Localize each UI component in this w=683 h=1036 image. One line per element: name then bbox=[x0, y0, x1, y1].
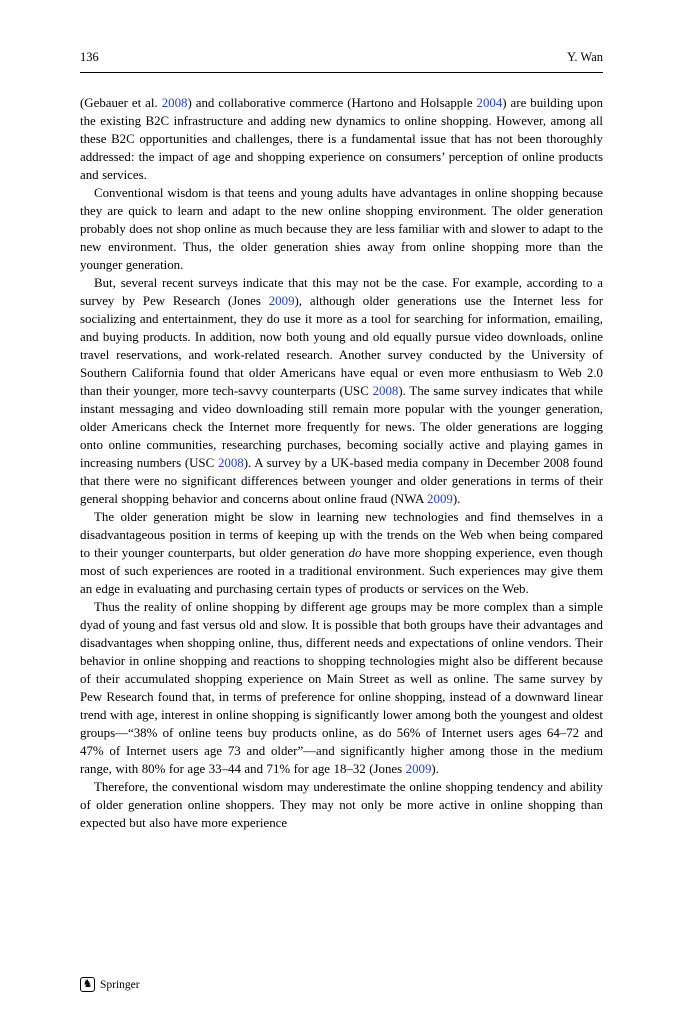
text-run: ). bbox=[452, 492, 461, 506]
citation-link[interactable]: 2009 bbox=[427, 492, 453, 506]
emphasis-text: do bbox=[348, 546, 362, 560]
paragraph bbox=[80, 508, 603, 598]
citation-link[interactable]: 2009 bbox=[405, 762, 432, 776]
text-run: ), although older generations use the Internet less for socializing and entertainment, they do use it more as a tool for searching for information, emailing, and buying products. In addition, now both young and old equally pursue video downloads, online travel reservations, and work-related research. Another survey conducted by the University of Southern California found that older Americans have equal or even more enthusiasm to Web 2.0 than their younger, more tech-savvy counterparts (USC bbox=[80, 294, 603, 398]
text-run: ). bbox=[431, 762, 439, 776]
paragraph bbox=[80, 274, 603, 508]
text-run: ). A survey by a UK-based media company in December 2008 found that there were no significant differences between younger and older generations in terms of their general shopping behavior and concerns about online fraud (NWA bbox=[80, 456, 603, 506]
page-body bbox=[80, 94, 603, 832]
text-run: ). The same survey indicates that while instant messaging and video downloading still remain more popular with the younger generation, older Americans check the Internet more frequently for news. The older generations are logging onto online communities, researching purchases, becoming socially active and playing games in increasing numbers (USC bbox=[80, 384, 603, 470]
text-run: (Gebauer et al. bbox=[80, 96, 162, 110]
citation-link[interactable]: 2009 bbox=[268, 294, 295, 308]
text-run: The older generation might be slow in learning new technologies and find themselves in a disadvantageous position in terms of keeping up with the trends on the Web when being compared to their younger counterparts, but older generation bbox=[80, 510, 603, 560]
publisher-footer bbox=[80, 977, 140, 992]
citation-link[interactable]: 2008 bbox=[372, 384, 399, 398]
springer-logo-icon: ♞ bbox=[80, 977, 95, 992]
running-head bbox=[80, 50, 603, 73]
paragraph bbox=[80, 94, 603, 184]
citation-link[interactable]: 2004 bbox=[476, 96, 503, 110]
text-run: Thus the reality of online shopping by different age groups may be more complex than a simple dyad of young and fast versus old and slow. It is possible that both groups have their advantages and disadvantages when shopping online, thus, different needs and expectations of online vendors. Their behavior in online shopping and reactions to shopping technologies might also be different because of their accumulated shopping experience on Main Street as well as online. The same survey by Pew Research found that, in terms of preference for online shopping, instead of a downward linear trend with age, interest in online shopping is significantly lower among both the youngest and oldest groups—“38% of online teens buy products online, as do 56% of Internet users ages 64–72 and 47% of Internet users age 73 and older”—and significantly higher among those in the medium range, with 80% for age 33–44 and 71% for age 18–32 (Jones bbox=[80, 600, 603, 776]
text-run: Conventional wisdom is that teens and young adults have advantages in online shopping because they are quick to learn and adapt to the new online shopping environment. The older generation probably does not shop online as much because they are less familiar with and slower to adapt to the new environment. Thus, the older generation shies away from online shopping more than the younger generation. bbox=[80, 186, 603, 272]
paragraph bbox=[80, 184, 603, 274]
citation-link[interactable]: 2008 bbox=[217, 456, 244, 470]
text-run: have more shopping experience, even though most of such experiences are rooted in a traditional environment. Such experiences may give them an edge in evaluating and purchasing certain types of products or services on the Web. bbox=[80, 546, 603, 596]
text-run: ) and collaborative commerce (Hartono and Holsapple bbox=[187, 96, 477, 110]
paragraph bbox=[80, 598, 603, 778]
running-head-author: Y. Wan bbox=[566, 50, 603, 64]
paragraph bbox=[80, 778, 603, 832]
citation-link[interactable]: 2008 bbox=[161, 96, 188, 110]
text-run: Therefore, the conventional wisdom may underestimate the online shopping tendency and ability of older generation online shoppers. They may not only be more active in online shopping than expected but also have more experience bbox=[80, 780, 603, 830]
publisher-name: Springer bbox=[100, 978, 140, 991]
text-run: ) are building upon the existing B2C infrastructure and adding new dynamics to online shopping. However, among all these B2C opportunities and challenges, there is a fundamental issue that has not been thoroughly addressed: the impact of age and shopping experience on consumers’ perception of online products and services. bbox=[80, 96, 603, 182]
text-run: But, several recent surveys indicate that this may not be the case. For example, according to a survey by Pew Research (Jones bbox=[80, 276, 603, 308]
page-number: 136 bbox=[80, 50, 99, 64]
